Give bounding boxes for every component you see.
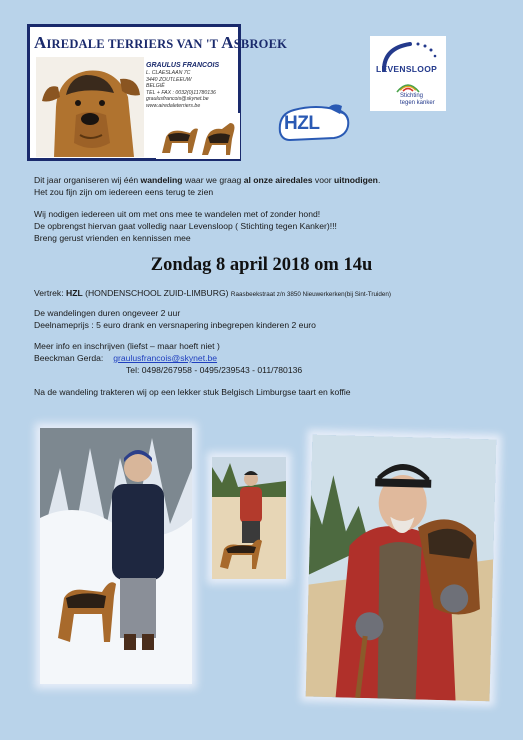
photo-man-with-dog bbox=[306, 435, 497, 702]
two-airedales-image bbox=[156, 113, 240, 159]
closing-line: Na de wandeling trakteren wij op een lekker stuk Belgisch Limburgse taart en koffie bbox=[34, 387, 351, 397]
departure-line: Vertrek: HZL (HONDENSCHOOL ZUID-LIMBURG) Raasbeekstraat z/n 3850 Nieuwerkerken(bij Sint-Truiden) bbox=[34, 288, 391, 298]
intro-line-2: Het zou fijn zijn om iedereen eens terug te zien bbox=[34, 187, 214, 197]
kennel-logo bbox=[27, 24, 288, 161]
photo-sand-walk bbox=[212, 457, 286, 579]
intro-line-4: De opbrengst hiervan gaat volledig naar Levensloop ( Stichting tegen Kanker)!!! bbox=[34, 221, 337, 231]
contact-email-link[interactable]: graulusfrancois@skynet.be bbox=[113, 353, 218, 363]
levensloop-subtitle: Stichting tegen kanker bbox=[400, 93, 435, 106]
kennel-address: GRAULUS FRANCOIS L. CLAESLAAN 7C 3440 ZOUTLEEUW BELGIË TEL + FAX : 0032(0)11780136 graulusfrancois@skynet.be www.airedaleterriers.be bbox=[146, 62, 220, 109]
info-line: Meer info en inschrijven (liefst – maar hoeft niet ) bbox=[34, 341, 220, 351]
levensloop-word: LEVENSLOOP bbox=[376, 64, 438, 74]
contact-line: Beeckman Gerda: graulusfrancois@skynet.be bbox=[34, 353, 218, 363]
duration-line: De wandelingen duren ongeveer 2 uur bbox=[34, 308, 181, 318]
airedale-head-image bbox=[36, 57, 144, 157]
fee-line: Deelnameprijs : 5 euro drank en versnapering inbegrepen kinderen 2 euro bbox=[34, 320, 316, 330]
hzl-text: HZL bbox=[284, 113, 320, 134]
snow-walk-image bbox=[40, 428, 192, 684]
intro-line-3: Wij nodigen iedereen uit om met ons mee te wandelen met of zonder hond! bbox=[34, 209, 321, 219]
contact-phone: Tel: 0498/267958 - 0495/239543 - 011/780136 bbox=[126, 365, 303, 375]
kennel-logo-title: AIREDALE TERRIERS VAN 'T ASBROEK bbox=[34, 33, 288, 52]
event-date-heading: Zondag 8 april 2018 om 14u bbox=[150, 255, 373, 275]
hzl-logo bbox=[276, 102, 352, 144]
intro-line-1: Dit jaar organiseren wij één wandeling waar we graag al onze airedales voor uitnodigen. bbox=[34, 175, 381, 185]
intro-line-5: Breng gerust vrienden en kennissen mee bbox=[34, 233, 191, 243]
man-with-dog-image bbox=[306, 435, 497, 702]
sand-walk-image bbox=[212, 457, 286, 579]
photo-snow-walk bbox=[40, 428, 192, 684]
levensloop-logo bbox=[370, 36, 446, 111]
